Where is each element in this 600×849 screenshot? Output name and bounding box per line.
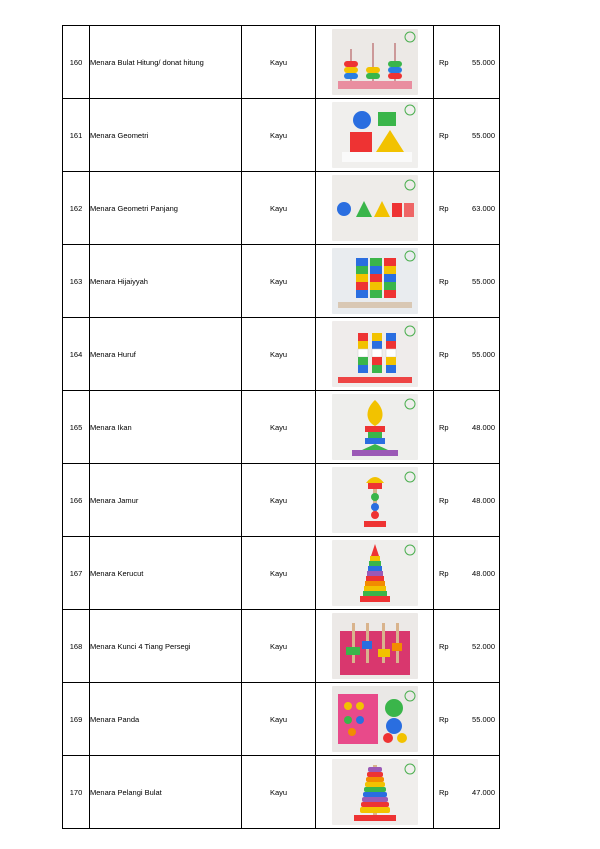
item-material: Kayu (242, 172, 316, 245)
item-name: Menara Geometri Panjang (90, 172, 242, 245)
product-photo (332, 759, 418, 825)
item-name: Menara Geometri (90, 99, 242, 172)
item-number: 160 (63, 26, 90, 99)
item-name: Menara Panda (90, 683, 242, 756)
item-name: Menara Kerucut (90, 537, 242, 610)
currency-label: Rp (439, 349, 449, 359)
item-material: Kayu (242, 464, 316, 537)
table-row (63, 391, 500, 464)
item-price: 55.000 (472, 276, 495, 286)
item-price: 55.000 (472, 130, 495, 140)
item-number: 165 (63, 391, 90, 464)
item-price: 48.000 (472, 495, 495, 505)
item-number: 161 (63, 99, 90, 172)
item-number: 170 (63, 756, 90, 829)
currency-label: Rp (439, 422, 449, 432)
product-photo (332, 686, 418, 752)
item-material: Kayu (242, 318, 316, 391)
currency-label: Rp (439, 276, 449, 286)
item-number: 168 (63, 610, 90, 683)
item-price: 55.000 (472, 714, 495, 724)
item-material: Kayu (242, 26, 316, 99)
currency-label: Rp (439, 787, 449, 797)
product-photo (332, 394, 418, 460)
item-price: 48.000 (472, 568, 495, 578)
item-price: 48.000 (472, 422, 495, 432)
item-price: 55.000 (472, 349, 495, 359)
product-photo (332, 102, 418, 168)
item-number: 162 (63, 172, 90, 245)
product-photo (332, 467, 418, 533)
table-row (63, 756, 500, 829)
currency-label: Rp (439, 57, 449, 67)
item-name: Menara Bulat Hitung/ donat hitung (90, 26, 242, 99)
item-material: Kayu (242, 391, 316, 464)
item-number: 164 (63, 318, 90, 391)
item-price: 47.000 (472, 787, 495, 797)
product-table (62, 25, 500, 829)
item-name: Menara Jamur (90, 464, 242, 537)
item-material: Kayu (242, 683, 316, 756)
item-material: Kayu (242, 610, 316, 683)
currency-label: Rp (439, 495, 449, 505)
table-row (63, 245, 500, 318)
item-name: Menara Pelangi Bulat (90, 756, 242, 829)
currency-label: Rp (439, 714, 449, 724)
product-photo (332, 248, 418, 314)
table-row (63, 99, 500, 172)
table-row (63, 464, 500, 537)
table-row (63, 26, 500, 99)
item-material: Kayu (242, 756, 316, 829)
table-row (63, 683, 500, 756)
item-price: 52.000 (472, 641, 495, 651)
currency-label: Rp (439, 568, 449, 578)
item-number: 166 (63, 464, 90, 537)
item-name: Menara Ikan (90, 391, 242, 464)
item-name: Menara Hijaiyyah (90, 245, 242, 318)
product-photo (332, 540, 418, 606)
item-name: Menara Kunci 4 Tiang Persegi (90, 610, 242, 683)
item-name: Menara Huruf (90, 318, 242, 391)
item-number: 167 (63, 537, 90, 610)
table-row (63, 318, 500, 391)
currency-label: Rp (439, 203, 449, 213)
product-photo (332, 29, 418, 95)
item-number: 169 (63, 683, 90, 756)
table-row (63, 537, 500, 610)
item-material: Kayu (242, 99, 316, 172)
currency-label: Rp (439, 641, 449, 651)
item-material: Kayu (242, 245, 316, 318)
item-number: 163 (63, 245, 90, 318)
item-price: 55.000 (472, 57, 495, 67)
table-row (63, 610, 500, 683)
product-photo (332, 613, 418, 679)
item-price: 63.000 (472, 203, 495, 213)
table-row (63, 172, 500, 245)
product-photo (332, 321, 418, 387)
product-photo (332, 175, 418, 241)
currency-label: Rp (439, 130, 449, 140)
item-material: Kayu (242, 537, 316, 610)
